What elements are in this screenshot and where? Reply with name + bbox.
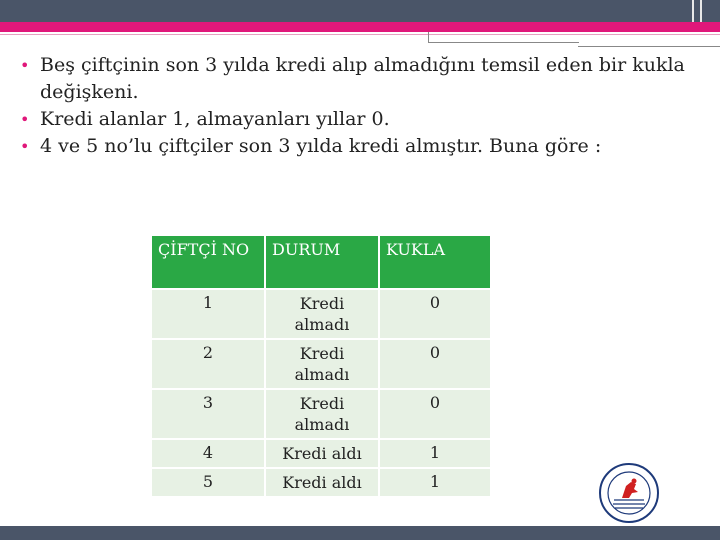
bullet-dot-icon: • [20,137,30,156]
bullet-text: Beş çiftçinin son 3 yılda kredi alıp almadığını temsil eden bir kukla değişkeni. [40,54,685,103]
cell-farmer-no: 3 [152,390,264,438]
table-header-row [152,236,490,288]
cell-farmer-no: 2 [152,340,264,388]
dummy-variable-table [150,234,492,498]
cell-dummy: 1 [380,440,490,467]
column-header-dummy: KUKLA [380,236,490,288]
table-row [152,440,490,467]
decor-line [578,32,720,47]
bullet-text: 4 ve 5 no’lu çiftçiler son 3 yılda kredi almıştır. Buna göre : [40,135,602,157]
cell-dummy: 0 [380,340,490,388]
top-bar-divider [692,0,694,22]
cell-farmer-no: 5 [152,469,264,496]
cell-status: Kredi aldı [266,469,378,496]
university-seal-icon [598,462,660,524]
cell-dummy: 1 [380,469,490,496]
table-row [152,390,490,438]
table-row [152,340,490,388]
bullet-item [20,52,700,106]
table-row [152,469,490,496]
cell-dummy: 0 [380,290,490,338]
accent-bar [0,22,720,32]
cell-farmer-no: 4 [152,440,264,467]
column-header-status: DURUM [266,236,378,288]
decor-bracket [428,32,579,43]
cell-farmer-no: 1 [152,290,264,338]
bullet-dot-icon: • [20,110,30,129]
top-bar-divider [700,0,702,22]
column-header-farmer-no: ÇİFTÇİ NO [152,236,264,288]
top-bar [0,0,720,22]
bullet-list [20,52,700,160]
table-row [152,290,490,338]
cell-dummy: 0 [380,390,490,438]
bottom-bar [0,526,720,540]
cell-status: Kredi aldı [266,440,378,467]
cell-status: Kredi almadı [266,290,378,338]
cell-status: Kredi almadı [266,340,378,388]
bullet-item [20,133,700,160]
bullet-dot-icon: • [20,56,30,75]
bullet-text: Kredi alanlar 1, almayanları yıllar 0. [40,108,390,130]
bullet-item [20,106,700,133]
cell-status: Kredi almadı [266,390,378,438]
